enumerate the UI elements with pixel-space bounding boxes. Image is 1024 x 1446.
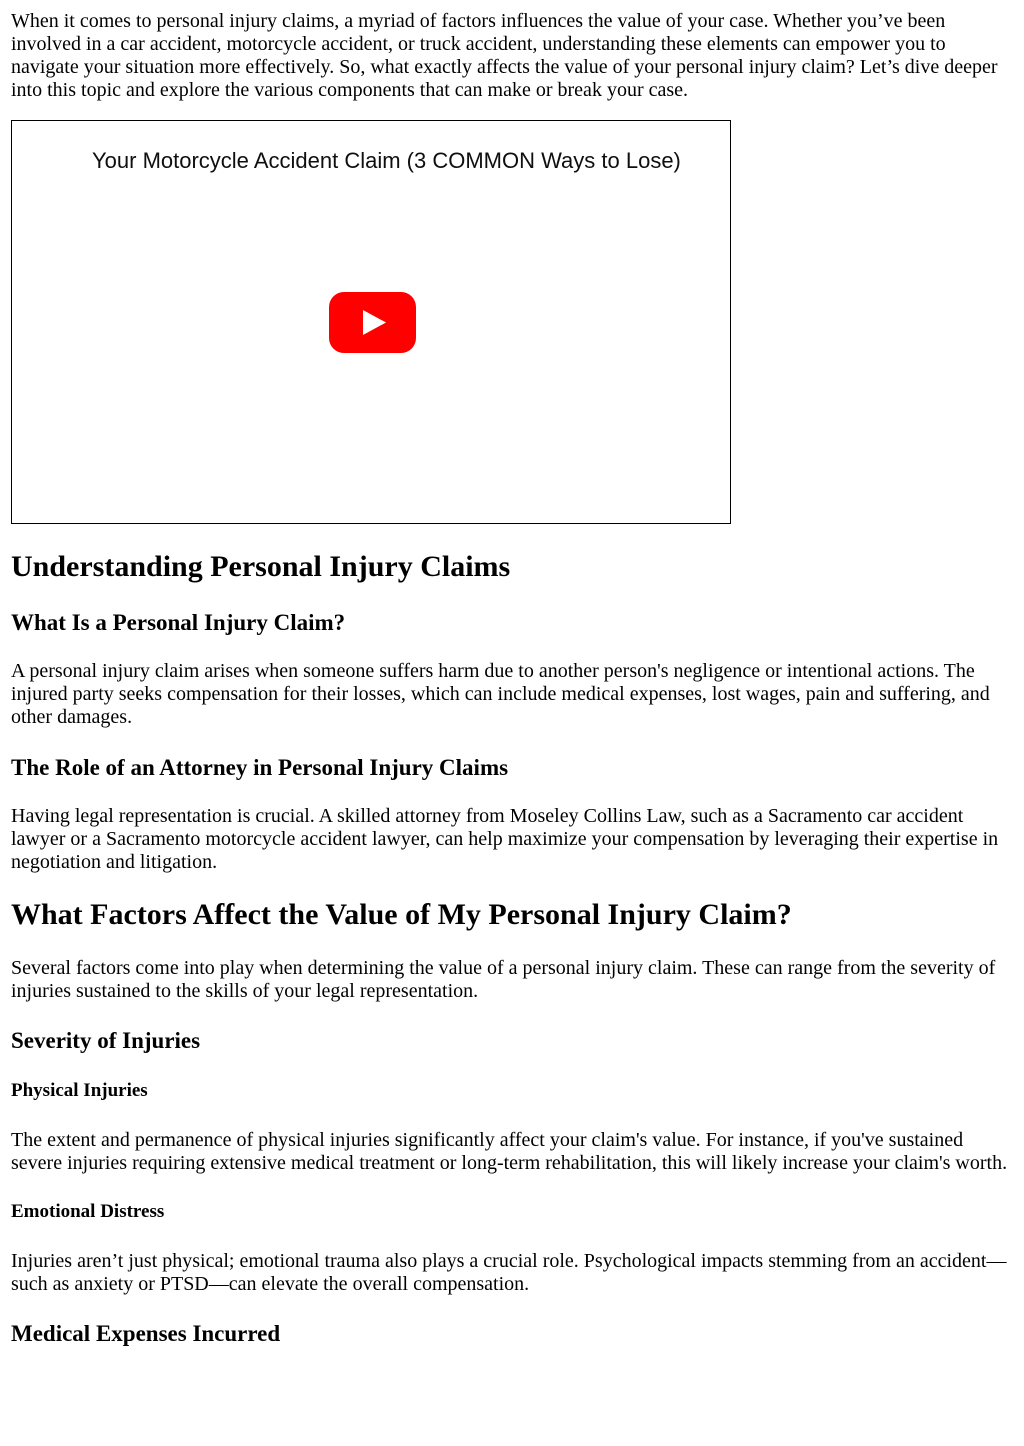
- heading-medical-expenses: Medical Expenses Incurred: [11, 1321, 281, 1346]
- paragraph-physical-injuries: The extent and permanence of physical injuries significantly affect your claim's value. For instance, if you've sustained severe injuries requiring extensive medical treatment or long-term rehabilitation, this will likely increase your claim's worth.: [11, 1129, 1008, 1174]
- heading-understanding: Understanding Personal Injury Claims: [11, 550, 511, 583]
- heading-emotional-distress: Emotional Distress: [11, 1201, 165, 1222]
- heading-what-is-claim: What Is a Personal Injury Claim?: [11, 610, 346, 635]
- paragraph-factors: Several factors come into play when determining the value of a personal injury claim. These can range from the severity of injuries sustained to the skills of your legal representation.: [11, 957, 996, 1002]
- video-embed[interactable]: [11, 120, 731, 524]
- youtube-play-icon[interactable]: [329, 292, 416, 353]
- paragraph-what-is-claim: A personal injury claim arises when someone suffers harm due to another person's negligence or intentional actions. The injured party seeks compensation for their losses, which can include medical expenses, lost wages, pain and suffering, and other damages.: [11, 660, 990, 728]
- video-title[interactable]: Your Motorcycle Accident Claim (3 COMMON Ways to Lose): [92, 148, 681, 173]
- paragraph-attorney-role: Having legal representation is crucial. A skilled attorney from Moseley Collins Law, such as a Sacramento car accident lawyer or a Sacramento motorcycle accident lawyer, can help maximize your compensation by leveraging their expertise in negotiation and litigation.: [11, 805, 999, 873]
- heading-severity: Severity of Injuries: [11, 1028, 201, 1053]
- paragraph-emotional-distress: Injuries aren’t just physical; emotional trauma also plays a crucial role. Psychological impacts stemming from an accident—such as anxiety or PTSD—can elevate the overall compensation.: [11, 1250, 1007, 1295]
- heading-factors: What Factors Affect the Value of My Personal Injury Claim?: [11, 898, 792, 931]
- heading-physical-injuries: Physical Injuries: [11, 1080, 148, 1101]
- intro-paragraph: When it comes to personal injury claims, a myriad of factors influences the value of your case. Whether you’ve been involved in a car accident, motorcycle accident, or truck accident, understanding these elements can empower you to navigate your situation more effectively. So, what exactly affects the value of your personal injury claim? Let’s dive deeper into this topic and explore the various components that can make or break your case.: [11, 10, 998, 101]
- heading-attorney-role: The Role of an Attorney in Personal Injury Claims: [11, 755, 509, 780]
